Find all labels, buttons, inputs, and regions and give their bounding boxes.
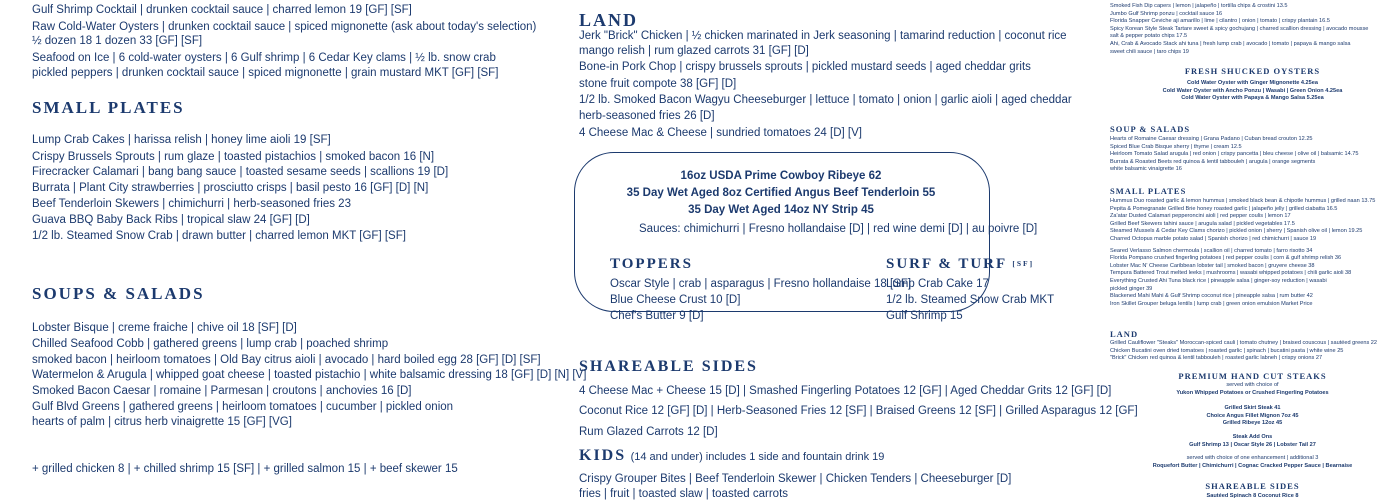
- menu-item: Blue Cheese Crust 10 [D]: [610, 294, 741, 306]
- menu-item: Cold Water Oyster with Ancho Ponzu | Wasabi | Green Onion 4.25ea: [1162, 87, 1343, 94]
- menu-item: Crispy Grouper Bites | Beef Tenderloin Skewer | Chicken Tenders | Cheeseburger [D]: [579, 473, 1012, 485]
- steak-item: 35 Day Wet Aged 14oz NY Strip 45: [688, 204, 874, 216]
- raw-bar-list: [1110, 3, 1368, 56]
- sauces: Sauces: chimichurri | Fresno hollandaise [D] | red wine demi [D] | au poivre [D]: [639, 223, 1038, 235]
- section-title-sides: SHAREABLE SIDES: [579, 358, 758, 375]
- menu-item: Gulf Shrimp 15: [886, 310, 963, 322]
- steak-note: Roquefort Butter | Chimichurri | Cognac Cracked Pepper Sauce | Bearnaise: [1152, 462, 1353, 469]
- menu-item: 1/2 lb. Steamed Snow Crab | drawn butter | charred lemon MKT [GF] [SF]: [32, 230, 406, 242]
- menu-item: Lobster Bisque | creme fraiche | chive oil 18 [SF] [D]: [32, 322, 297, 334]
- column-secondary-menu: [1110, 0, 1395, 500]
- menu-item: Burrata | Plant City strawberries | prosciutto crisps | basil pesto 16 [GF] [D] [N]: [32, 182, 429, 194]
- menu-item: fries | fruit | toasted slaw | toasted carrots: [579, 488, 789, 500]
- steak-item: 35 Day Wet Aged 8oz Certified Angus Beef Tenderloin 55: [626, 187, 936, 199]
- menu-item: Smoked Fish Dip capers | lemon | jalapeño | tortilla chips & crostini 13.5: [1110, 3, 1288, 9]
- steaks-list: [1110, 382, 1395, 470]
- menu-item: smoked bacon | heirloom tomatoes | Old Bay citrus aioli | avocado | hard boiled egg 28 [GF] [D] [SF]: [32, 354, 541, 366]
- menu-item: Grilled Beef Skewers tahini sauce | arugula salad | pickled vegetables 17.5: [1110, 220, 1295, 227]
- menu-item: herb-seasoned fries 26 [D]: [579, 110, 715, 122]
- menu-item: 1/2 lb. Steamed Snow Crab MKT: [886, 294, 1055, 306]
- small-plates-list: [1110, 198, 1375, 308]
- menu-item: Hearts of Romaine Caesar dressing | Grana Padano | Cuban bread crouton 12.25: [1110, 136, 1313, 142]
- menu-item: Beef Tenderloin Skewers | chimichurri | herb-seasoned fries 23: [32, 198, 351, 210]
- menu-item: Rum Glazed Carrots 12 [D]: [579, 426, 718, 438]
- menu-item: Burrata & Roasted Beets red quinoa & lentil tabbouleh | arugula | orange segments: [1110, 158, 1316, 165]
- steak-note: served with choice of: [1226, 382, 1279, 388]
- menu-item: salt & pepper potato chips 17.5: [1110, 33, 1188, 40]
- menu-item: Chef's Butter 9 [D]: [610, 310, 704, 322]
- menu-item: Charred Octopus marble potato salad | Spanish chorizo | red chimichurri | sauce 19: [1110, 235, 1317, 242]
- menu-item-shrimp-cocktail: Gulf Shrimp Cocktail | drunken cocktail sauce | charred lemon 19 [GF] [SF]: [32, 4, 412, 16]
- menu-item: Crispy Brussels Sprouts | rum glaze | toasted pistachios | smoked bacon 16 [N]: [32, 151, 435, 163]
- section-title-steaks: PREMIUM HAND CUT STEAKS: [1178, 371, 1327, 381]
- menu-item: Iron Skillet Grouper beluga lentils | lump crab | green onion emulsion Market Price: [1110, 300, 1313, 307]
- add-ons: + grilled chicken 8 | + chilled shrimp 15 [SF] | + grilled salmon 15 | + beef skewer 15: [32, 463, 458, 475]
- section-title-small-plates-mini: SMALL PLATES: [1110, 186, 1187, 196]
- menu-item: Grilled Skirt Steak 41: [1224, 405, 1281, 412]
- menu-item-oysters: Raw Cold-Water Oysters | drunken cocktail sauce | spiced mignonette (ask about today's selection): [32, 21, 537, 33]
- soup-list: [1110, 136, 1358, 174]
- section-title-oysters: FRESH SHUCKED OYSTERS: [1184, 66, 1321, 76]
- menu-item: Chilled Seafood Cobb | gathered greens | lump crab | poached shrimp: [32, 338, 389, 350]
- section-title-land-mini: LAND: [1110, 329, 1139, 339]
- section-title-small-plates: SMALL PLATES: [32, 98, 185, 117]
- menu-item: Lump Crab Cakes | harissa relish | honey lime aioli 19 [SF]: [32, 134, 331, 146]
- menu-item: 4 Cheese Mac & Cheese | sundried tomatoes 24 [D] [V]: [579, 127, 862, 139]
- menu-item: Bone-in Pork Chop | crispy brussels sprouts | pickled mustard seeds | aged cheddar grits: [579, 61, 1031, 73]
- steak-list: [579, 168, 983, 219]
- steak-note: served with choice of one enhancement | additional 3: [1186, 455, 1319, 462]
- surf-title-text: SURF & TURF: [886, 256, 1007, 272]
- spacer: [1110, 397, 1395, 405]
- menu-item: Grilled Ribeye 12oz 45: [1222, 420, 1283, 427]
- menu-item: 4 Cheese Mac + Cheese 15 [D] | Smashed Fingerling Potatoes 12 [GF] | Aged Cheddar Grits 12 [GF] [D]: [579, 385, 1112, 397]
- menu-item: Smoked Bacon Caesar | romaine | Parmesan | croutons | anchovies 16 [D]: [32, 385, 412, 397]
- menu-item: Seared Verlasso Salmon chermoula | scallion oil | charred tomato | farro risotto 34: [1110, 247, 1313, 254]
- menu-item: Gulf Blvd Greens | gathered greens | heirloom tomatoes | cucumber | pickled onion: [32, 401, 454, 413]
- steak-note: Yukon Whipped Potatoes or Crushed Fingerling Potatoes: [1176, 389, 1329, 396]
- section-title-sides-mini: SHAREABLE SIDES: [1205, 481, 1300, 491]
- menu-item: Oscar Style | crab | asparagus | Fresno hollandaise 18 [SF]: [610, 278, 912, 290]
- menu-item: Guava BBQ Baby Back Ribs | tropical slaw 24 [GF] [D]: [32, 214, 310, 226]
- menu-item: white balsamic vinaigrette 16: [1110, 166, 1182, 173]
- land-list: [1110, 340, 1377, 363]
- menu-item-seafood-on-ice-detail: pickled peppers | drunken cocktail sauce | spiced mignonette | grain mustard MKT [GF] [SF]: [32, 67, 499, 79]
- menu-item: Heirloom Tomato Salad arugula | red onion | crispy pancetta | bleu cheese | olive oil | balsamic 14.75: [1110, 151, 1359, 158]
- menu-item: pickled ginger 39: [1110, 285, 1153, 292]
- menu-item: Steamed Mussels & Cedar Key Clams chorizo | pickled onion | sherry | Spanish olive oil | lemon 19.25: [1110, 228, 1363, 235]
- menu-item: Jerk "Brick" Chicken | ½ chicken marinated in Jerk seasoning | tamarind reduction | coconut rice: [579, 30, 1067, 42]
- menu-item: Spicy Korean Style Steak Tartare sweet & spicy gochujang | charred scallion dressing | avocado mousse: [1110, 25, 1369, 32]
- menu-item: Blackened Mahi Mahi & Gulf Shrimp coconut rice | pineapple salsa | rum butter 42: [1110, 293, 1313, 300]
- section-title-surf-turf: [886, 256, 1034, 273]
- menu-item: Pepita & Pomegranate Grilled Brie honey roasted garlic | jalapeño jelly | grilled ciabatta 16.5: [1110, 205, 1338, 212]
- menu-item: stone fruit compote 38 [GF] [D]: [579, 78, 737, 90]
- menu-item: Cold Water Oyster with Papaya & Mango Salsa 5.25ea: [1181, 95, 1324, 102]
- menu-item: Gulf Shrimp 13 | Oscar Style 26 | Lobster Tail 27: [1189, 441, 1316, 448]
- menu-item: Firecracker Calamari | bang bang sauce | toasted sesame seeds | scallions 19 [D]: [32, 166, 449, 178]
- section-title-toppers: TOPPERS: [610, 256, 693, 272]
- menu-item: Jumbo Gulf Shrimp ponzu | cocktail sauce 16: [1110, 10, 1223, 17]
- menu-item: sweet chili sauce | taro chips 19: [1110, 48, 1189, 55]
- menu-item: hearts of palm | citrus herb vinaigrette 15 [GF] [VG]: [32, 416, 292, 428]
- kids-subtitle: (14 and under) includes 1 side and fountain drink 19: [630, 451, 885, 463]
- menu-item: Tempura Battered Trout melted leeks | mushrooms | wasabi whipped potatoes | chili garlic aioli 38: [1110, 270, 1352, 277]
- menu-item-oysters-prices: ½ dozen 18 1 dozen 33 [GF] [SF]: [32, 35, 203, 47]
- menu-item: Coconut Rice 12 [GF] [D] | Herb-Seasoned Fries 12 [SF] | Braised Greens 12 [SF] | Grilled Asparagus 12 [GF]: [579, 405, 1138, 417]
- section-title-soup-salads: SOUP & SALADS: [1110, 124, 1191, 134]
- menu-item: Za'atar Dusted Calamari pepperoncini aioli | red pepper coulis | lemon 17: [1110, 213, 1291, 220]
- menu-item: Steak Add Ons: [1232, 433, 1273, 440]
- section-title-soups-salads: SOUPS & SALADS: [32, 284, 205, 303]
- menu-item: Chicken Bucatini oven dried tomatoes | roasted garlic | spinach | bucatini pasta | white wine 25: [1110, 347, 1344, 354]
- menu-item: Everything Crusted Ahi Tuna black rice | pineapple salsa | ginger-soy reduction | wasabi: [1110, 277, 1327, 284]
- section-title-land: LAND: [579, 10, 639, 30]
- menu-item: Hummus Duo roasted garlic & lemon hummus | smoked black bean & chipotle hummus | grilled naan 13.75: [1110, 198, 1376, 204]
- menu-item: Grilled Cauliflower "Steaks" Moroccan-spiced cauli | tomato chutney | braised couscous | sautéed greens 22: [1110, 340, 1378, 346]
- menu-item: 1/2 lb. Smoked Bacon Wagyu Cheeseburger | lettuce | tomato | onion | garlic aioli | aged cheddar: [579, 94, 1072, 106]
- menu-item: Cold Water Oyster with Ginger Mignonette 4.25ea: [1187, 80, 1318, 86]
- sides-list: Sautéed Spinach 8 Coconut Rice 8: [1206, 493, 1299, 499]
- menu-item: "Brick" Chicken red quinoa & lentil tabbouleh | roasted garlic labneh | crispy onions 27: [1110, 355, 1323, 362]
- menu-item: Ahi, Crab & Avocado Stack ahi tuna | fresh lump crab | avocado | tomato | papaya & mango salsa: [1110, 40, 1351, 47]
- oyster-list: [1110, 80, 1395, 103]
- menu-item: Choice Angus Fillet Mignon 7oz 45: [1206, 412, 1299, 419]
- kids-heading: [579, 447, 884, 466]
- menu-item: mango relish | rum glazed carrots 31 [GF] [D]: [579, 45, 809, 57]
- menu-item-seafood-on-ice: Seafood on Ice | 6 cold-water oysters | 6 Gulf shrimp | 6 Cedar Key clams | ½ lb. snow crab: [32, 52, 496, 64]
- menu-item: Florida Pompano crushed fingerling potatoes | red pepper coulis | corn & gulf shrimp relish 36: [1110, 255, 1342, 262]
- menu-item: Lobster Mac N' Cheese Caribbean lobster tail | smoked bacon | gruyere cheese 38: [1110, 262, 1315, 269]
- section-title-kids: KIDS: [579, 447, 627, 464]
- menu-item: Spiced Blue Crab Bisque sherry | thyme | cream 12.5: [1110, 143, 1242, 150]
- menu-item: Watermelon & Arugula | whipped goat cheese | toasted pistachio | white balsamic dressing 18 [GF] [D] [N] [V]: [32, 369, 587, 381]
- surf-tag: [SF]: [1012, 259, 1035, 268]
- menu-item: Lump Crab Cake 17: [886, 278, 989, 290]
- menu-item: Florida Snapper Ceviche aji amarillo | lime | cilantro | onion | tomato | crispy plantain 16.5: [1110, 18, 1330, 25]
- steak-item: 16oz USDA Prime Cowboy Ribeye 62: [680, 170, 882, 182]
